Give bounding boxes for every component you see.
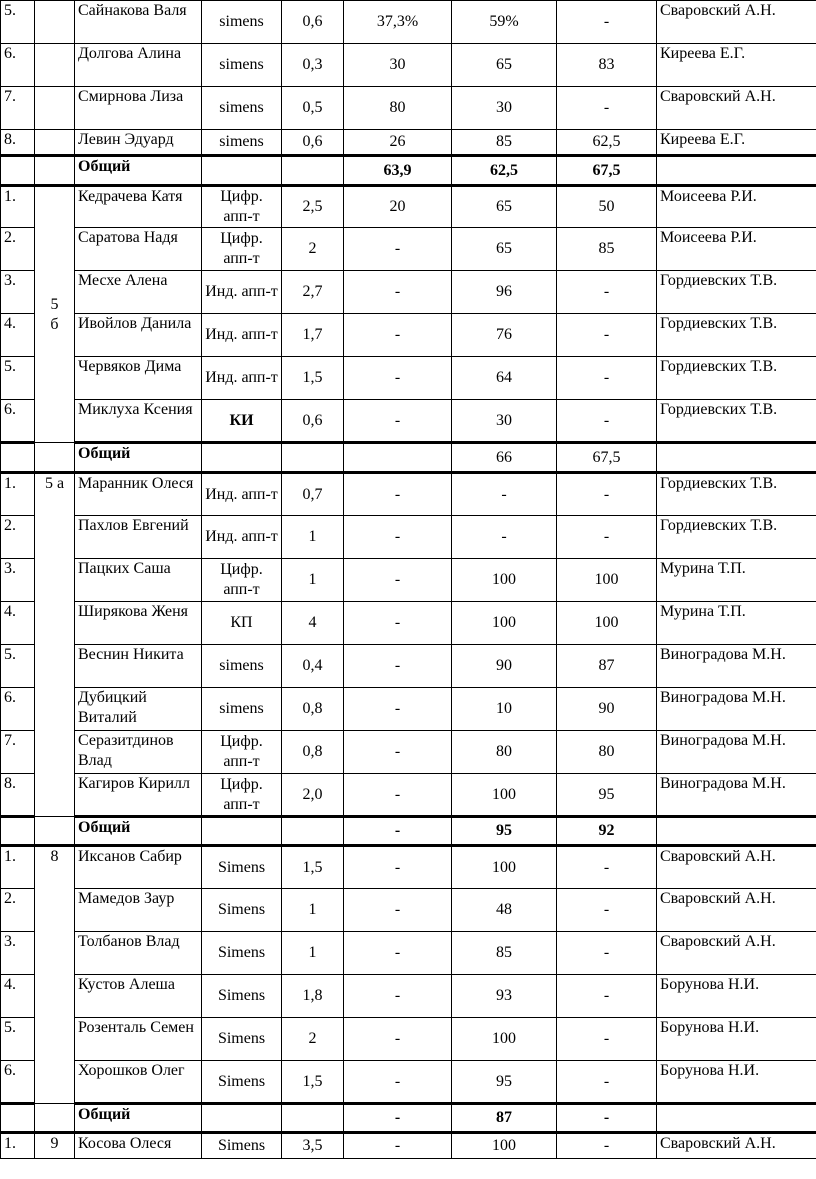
value-a: 1,8 [282,975,344,1018]
value-c: 10 [452,688,557,731]
student-name: Сайнакова Валя [75,1,202,44]
table-row [1,400,816,443]
device: Simens [202,1018,282,1061]
row-number: 3. [1,559,35,602]
value-d: - [557,516,657,559]
device: Цифр. апп-т [202,731,282,774]
value-c: 59% [452,1,557,44]
teacher-name: Мурина Т.П. [657,559,816,602]
value-b: 26 [344,130,452,156]
value-d: 80 [557,731,657,774]
value-d: 62,5 [557,130,657,156]
value-c: 64 [452,357,557,400]
student-name: Ширякова Женя [75,602,202,645]
row-number: 6. [1,1061,35,1104]
row-number: 6. [1,400,35,443]
value-a: 1,5 [282,357,344,400]
total-label: Общий [75,1104,202,1133]
device: Simens [202,975,282,1018]
row-number: 5. [1,1018,35,1061]
value-b: 80 [344,87,452,130]
device: КИ [202,400,282,443]
student-name: Смирнова Лиза [75,87,202,130]
value-d: - [557,889,657,932]
value-b: - [344,559,452,602]
student-name: Месхе Алена [75,271,202,314]
total-row [1,817,816,846]
table-row [1,1061,816,1104]
value-a: 1 [282,889,344,932]
value-a: 0,7 [282,473,344,516]
student-name: Кедрачева Катя [75,186,202,228]
value-b: - [344,1061,452,1104]
value-b: 30 [344,44,452,87]
device: Цифр. апп-т [202,774,282,817]
total-d: 67,5 [557,443,657,473]
value-b: - [344,688,452,731]
teacher-name: Мурина Т.П. [657,602,816,645]
table-row [1,1133,816,1159]
device: Инд. апп-т [202,271,282,314]
device: Simens [202,1133,282,1159]
value-c: 100 [452,1133,557,1159]
row-number: 3. [1,271,35,314]
teacher-name: Сваровский А.Н. [657,932,816,975]
class-cell [35,87,75,130]
value-a: 0,6 [282,1,344,44]
value-b: - [344,889,452,932]
value-c: 30 [452,400,557,443]
value-c: 93 [452,975,557,1018]
table-row [1,1018,816,1061]
total-b: - [344,817,452,846]
value-b: - [344,357,452,400]
value-c: 96 [452,271,557,314]
student-name: Червяков Дима [75,357,202,400]
value-b: - [344,731,452,774]
device: Simens [202,1061,282,1104]
value-a: 0,6 [282,130,344,156]
row-number: 2. [1,516,35,559]
class-label: 9 [35,1133,75,1159]
student-name: Кустов Алеша [75,975,202,1018]
value-d: 90 [557,688,657,731]
total-d: - [557,1104,657,1133]
row-number: 5. [1,1,35,44]
value-c: 100 [452,846,557,889]
value-b: - [344,1018,452,1061]
teacher-name: Виноградова М.Н. [657,645,816,688]
value-c: 85 [452,932,557,975]
value-d: 50 [557,186,657,228]
value-c: 65 [452,44,557,87]
teacher-name: Борунова Н.И. [657,1018,816,1061]
teacher-name: Виноградова М.Н. [657,688,816,731]
value-d: 87 [557,645,657,688]
row-number: 4. [1,314,35,357]
table-row [1,645,816,688]
value-c: 48 [452,889,557,932]
student-name: Маранник Олеся [75,473,202,516]
row-number: 4. [1,602,35,645]
value-c: 76 [452,314,557,357]
student-name: Хорошков Олег [75,1061,202,1104]
value-d: - [557,314,657,357]
student-name: Косова Олеся [75,1133,202,1159]
device: Simens [202,889,282,932]
total-b: 63,9 [344,156,452,186]
value-b: - [344,473,452,516]
device: simens [202,645,282,688]
teacher-name: Моисеева Р.И. [657,228,816,271]
value-a: 0,6 [282,400,344,443]
table-row [1,44,816,87]
device: simens [202,688,282,731]
row-number: 2. [1,228,35,271]
value-d: - [557,846,657,889]
teacher-name: Сваровский А.Н. [657,1133,816,1159]
value-d: - [557,400,657,443]
row-number: 8. [1,130,35,156]
teacher-name: Моисеева Р.И. [657,186,816,228]
row-number: 8. [1,774,35,817]
teacher-name: Сваровский А.Н. [657,1,816,44]
teacher-name: Сваровский А.Н. [657,889,816,932]
total-c: 95 [452,817,557,846]
value-d: - [557,357,657,400]
value-d: - [557,932,657,975]
device: Цифр. апп-т [202,228,282,271]
value-c: - [452,473,557,516]
row-number: 7. [1,87,35,130]
row-number: 6. [1,688,35,731]
value-b: - [344,1133,452,1159]
table-row [1,228,816,271]
value-a: 0,5 [282,87,344,130]
teacher-name: Борунова Н.И. [657,1061,816,1104]
row-number: 6. [1,44,35,87]
device: КП [202,602,282,645]
value-b: - [344,516,452,559]
teacher-name: Гордиевских Т.В. [657,357,816,400]
total-row [1,1104,816,1133]
row-number: 1. [1,1133,35,1159]
total-d: 92 [557,817,657,846]
value-a: 2,7 [282,271,344,314]
class-cell [35,44,75,87]
device: simens [202,87,282,130]
value-d: - [557,271,657,314]
teacher-name: Гордиевских Т.В. [657,271,816,314]
teacher-name: Виноградова М.Н. [657,731,816,774]
total-c: 66 [452,443,557,473]
value-c: 100 [452,559,557,602]
total-row [1,443,816,473]
student-name: Ивойлов Данила [75,314,202,357]
table-row [1,130,816,156]
teacher-name: Киреева Е.Г. [657,44,816,87]
student-name: Веснин Никита [75,645,202,688]
value-d: 85 [557,228,657,271]
value-c: - [452,516,557,559]
class-label: 8 [35,846,75,1104]
value-d: 100 [557,602,657,645]
class-cell [35,1,75,44]
value-b: - [344,975,452,1018]
value-a: 0,3 [282,44,344,87]
class-label: 5 а [35,473,75,817]
value-b: - [344,774,452,817]
value-a: 1 [282,559,344,602]
teacher-name: Киреева Е.Г. [657,130,816,156]
value-d: - [557,1018,657,1061]
device: simens [202,1,282,44]
student-name: Иксанов Сабир [75,846,202,889]
device: Инд. апп-т [202,516,282,559]
value-a: 1 [282,516,344,559]
student-name: Дубицкий Виталий [75,688,202,731]
results-table-body [1,1,816,1159]
student-name: Долгова Алина [75,44,202,87]
value-c: 100 [452,602,557,645]
value-c: 85 [452,130,557,156]
value-a: 1,5 [282,1061,344,1104]
class-label: 5 б [35,186,75,443]
teacher-name: Гордиевских Т.В. [657,314,816,357]
value-a: 1 [282,932,344,975]
value-a: 2 [282,1018,344,1061]
table-row [1,559,816,602]
teacher-name: Гордиевских Т.В. [657,473,816,516]
row-number: 3. [1,932,35,975]
value-a: 1,7 [282,314,344,357]
value-c: 65 [452,186,557,228]
value-b: - [344,400,452,443]
teacher-name: Виноградова М.Н. [657,774,816,817]
table-row [1,473,816,516]
value-d: - [557,1,657,44]
student-name: Миклуха Ксения [75,400,202,443]
row-number: 1. [1,473,35,516]
teacher-name: Сваровский А.Н. [657,846,816,889]
value-b: 20 [344,186,452,228]
table-row [1,87,816,130]
row-number: 1. [1,186,35,228]
value-a: 3,5 [282,1133,344,1159]
value-c: 95 [452,1061,557,1104]
value-d: 83 [557,44,657,87]
value-a: 0,8 [282,688,344,731]
device: Инд. апп-т [202,314,282,357]
table-row [1,975,816,1018]
value-a: 1,5 [282,846,344,889]
total-c: 87 [452,1104,557,1133]
teacher-name: Борунова Н.И. [657,975,816,1018]
value-a: 0,4 [282,645,344,688]
device: simens [202,44,282,87]
value-c: 100 [452,1018,557,1061]
value-d: - [557,87,657,130]
value-c: 30 [452,87,557,130]
value-a: 2,0 [282,774,344,817]
row-number: 4. [1,975,35,1018]
table-row [1,357,816,400]
table-row [1,846,816,889]
value-b: - [344,314,452,357]
table-row [1,774,816,817]
total-label: Общий [75,156,202,186]
teacher-name: Сваровский А.Н. [657,87,816,130]
device: Simens [202,846,282,889]
student-name: Розенталь Семен [75,1018,202,1061]
total-b: - [344,1104,452,1133]
value-a: 0,8 [282,731,344,774]
row-number: 5. [1,645,35,688]
total-row [1,156,816,186]
table-row [1,602,816,645]
device: Цифр. апп-т [202,186,282,228]
table-row [1,731,816,774]
value-c: 100 [452,774,557,817]
student-name: Саратова Надя [75,228,202,271]
table-row [1,516,816,559]
total-label: Общий [75,817,202,846]
device: Инд. апп-т [202,473,282,516]
value-c: 90 [452,645,557,688]
teacher-name: Гордиевских Т.В. [657,400,816,443]
total-c: 62,5 [452,156,557,186]
student-name: Левин Эдуард [75,130,202,156]
value-d: - [557,975,657,1018]
value-b: - [344,271,452,314]
table-row [1,186,816,228]
value-c: 65 [452,228,557,271]
student-name: Мамедов Заур [75,889,202,932]
row-number: 2. [1,889,35,932]
total-label: Общий [75,443,202,473]
table-row [1,932,816,975]
device: simens [202,130,282,156]
student-name: Кагиров Кирилл [75,774,202,817]
table-row [1,688,816,731]
device: Simens [202,932,282,975]
table-row [1,889,816,932]
value-d: - [557,473,657,516]
value-b: - [344,645,452,688]
class-cell [35,130,75,156]
value-c: 80 [452,731,557,774]
table-row [1,1,816,44]
student-name: Пацких Саша [75,559,202,602]
value-b: - [344,932,452,975]
device: Инд. апп-т [202,357,282,400]
value-b: 37,3% [344,1,452,44]
value-a: 2,5 [282,186,344,228]
value-d: - [557,1133,657,1159]
row-number: 7. [1,731,35,774]
total-d: 67,5 [557,156,657,186]
student-name: Пахлов Евгений [75,516,202,559]
student-name: Серазитдинов Влад [75,731,202,774]
value-b: - [344,228,452,271]
value-a: 4 [282,602,344,645]
student-name: Толбанов Влад [75,932,202,975]
value-b: - [344,602,452,645]
device: Цифр. апп-т [202,559,282,602]
table-row [1,271,816,314]
value-a: 2 [282,228,344,271]
row-number: 5. [1,357,35,400]
table-row [1,314,816,357]
row-number: 1. [1,846,35,889]
value-d: 95 [557,774,657,817]
value-d: 100 [557,559,657,602]
value-d: - [557,1061,657,1104]
teacher-name: Гордиевских Т.В. [657,516,816,559]
value-b: - [344,846,452,889]
